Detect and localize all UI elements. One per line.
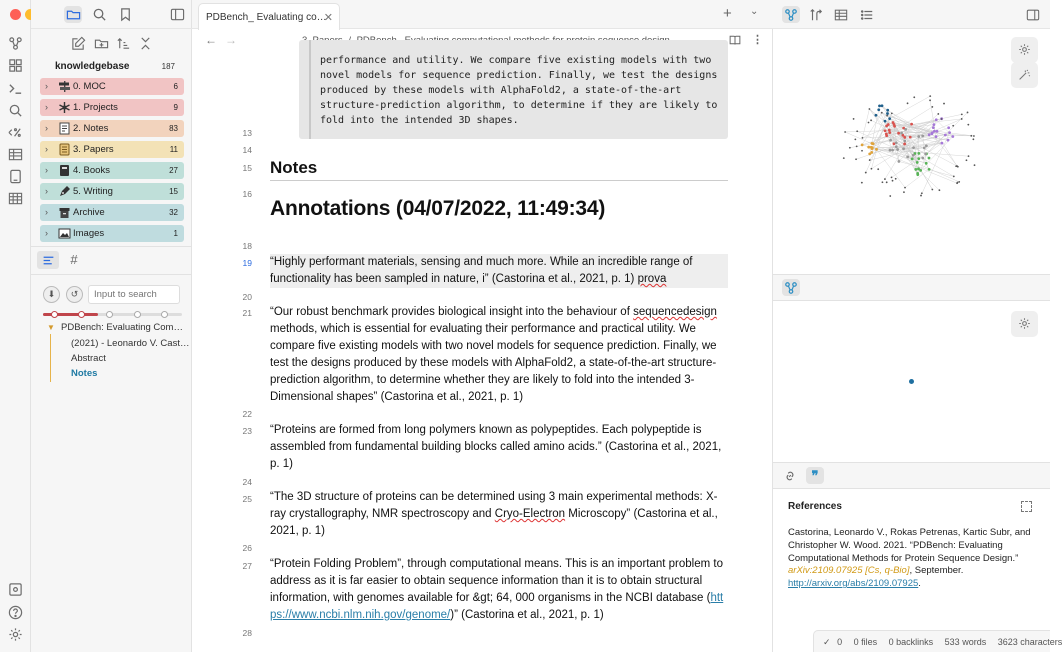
graph-node[interactable] (885, 124, 888, 127)
scroll-icon (58, 143, 71, 156)
graph-node[interactable] (921, 192, 923, 194)
signpost-icon (58, 80, 71, 93)
graph-node[interactable] (861, 143, 864, 146)
heading-annotations[interactable]: Annotations (04/07/2022, 11:49:34) (270, 197, 606, 220)
chevron-right-icon: › (45, 123, 48, 133)
spreadsheet-icon[interactable] (8, 191, 23, 206)
graph-node[interactable] (914, 168, 917, 171)
graph-node[interactable] (923, 146, 926, 149)
graph-node[interactable] (861, 150, 863, 152)
graph-node[interactable] (936, 130, 939, 133)
bookmark-icon[interactable] (116, 6, 134, 23)
graph-node[interactable] (961, 113, 963, 115)
close-window-button[interactable] (10, 9, 21, 20)
close-tab-icon[interactable]: ✕ (323, 12, 333, 24)
graph-node[interactable] (903, 143, 906, 146)
line-number: 14 (242, 145, 252, 155)
graph-node[interactable] (935, 118, 938, 121)
graph-node[interactable] (947, 126, 950, 129)
graph-node[interactable] (919, 169, 922, 172)
folder-projects[interactable] (40, 99, 184, 116)
reading-view-book-icon[interactable] (729, 34, 741, 46)
knowledge-graph[interactable] (849, 85, 999, 215)
sync-check-icon[interactable]: ✓ (823, 637, 831, 647)
magic-wand-icon[interactable] (1011, 62, 1038, 88)
graph-node[interactable] (853, 118, 855, 120)
local-graph-settings-gear-icon[interactable] (1011, 311, 1038, 337)
line-number: 24 (242, 477, 252, 487)
graph-node[interactable] (961, 118, 963, 120)
new-note-icon[interactable] (69, 35, 87, 52)
more-options-icon[interactable]: ⋮ (752, 34, 763, 46)
graph-node[interactable] (891, 112, 893, 114)
references-header (773, 462, 1050, 489)
graph-node[interactable] (886, 181, 888, 183)
line-number: 15 (242, 163, 252, 173)
graph-node[interactable] (917, 152, 920, 155)
graph-node[interactable] (929, 95, 931, 97)
graph-node[interactable] (943, 103, 945, 105)
graph-node[interactable] (925, 145, 928, 148)
sort-icon[interactable] (114, 35, 132, 52)
slider-stop[interactable] (134, 311, 141, 318)
graph-node[interactable] (911, 158, 914, 161)
paragraph-line-25[interactable] (270, 489, 728, 540)
graph-node[interactable] (968, 155, 970, 157)
file-explorer-sidebar (31, 0, 192, 652)
status-words: 533 words (944, 637, 987, 647)
image-icon (58, 227, 71, 240)
graph-node[interactable] (875, 148, 878, 151)
outline-tab-icon[interactable] (37, 251, 59, 269)
graph-view-icon[interactable] (8, 36, 23, 51)
line-number: 25 (242, 494, 252, 504)
search-icon[interactable] (90, 6, 108, 23)
graph-node[interactable] (892, 121, 895, 124)
chevron-right-icon: › (45, 228, 48, 238)
reference-text: , September. (909, 565, 964, 577)
graph-node[interactable] (865, 172, 867, 174)
reference-text: . (918, 578, 921, 590)
paragraph-line-23[interactable]: “Proteins are formed from long polymers known as polypeptides. Each polypeptide is assembled from fundamental building blocks called amino acids.” (Castorina et al., 2021, p. 1) (270, 424, 722, 470)
graph-node[interactable] (881, 104, 884, 107)
graph-node[interactable] (966, 159, 968, 161)
graph-node[interactable] (888, 117, 891, 120)
graph-node[interactable] (888, 129, 891, 132)
graph-node[interactable] (957, 182, 959, 184)
status-backlinks[interactable]: 0 backlinks (888, 637, 934, 647)
graph-node[interactable] (861, 182, 863, 184)
divider (31, 274, 192, 275)
graph-node[interactable] (895, 178, 897, 180)
chevron-right-icon: › (45, 207, 48, 217)
chevron-right-icon: › (45, 144, 48, 154)
line-number: 23 (242, 426, 252, 436)
table-icon[interactable] (832, 6, 850, 23)
line-number-current: 19 (242, 258, 252, 268)
graph-node[interactable] (869, 108, 871, 110)
status-characters: 3623 characters (997, 637, 1062, 647)
line-number: 13 (242, 128, 252, 138)
graph-node[interactable] (906, 156, 909, 159)
folder-label: 2. Notes (73, 123, 109, 134)
graph-settings-gear-icon[interactable] (1011, 37, 1038, 63)
graph-node[interactable] (974, 164, 976, 166)
forward-arrow-icon[interactable]: → (225, 33, 237, 47)
heading-level-slider[interactable] (43, 313, 182, 316)
outline-item[interactable]: (2021) - Leonardo V. Cast… (71, 338, 190, 349)
graph-node[interactable] (877, 168, 879, 170)
graph-node[interactable] (870, 151, 873, 154)
graph-node[interactable] (928, 157, 931, 160)
line-number: 20 (242, 292, 252, 302)
graph-node[interactable] (878, 105, 881, 108)
graph-node[interactable] (903, 136, 906, 139)
annotation-text: Microscopy” (Castorina et al., 2021, p. 1) (270, 508, 718, 537)
tab-active-note[interactable] (198, 3, 340, 30)
graph-node[interactable] (909, 136, 912, 139)
graph-node[interactable] (937, 113, 939, 115)
graph-node[interactable] (935, 135, 938, 138)
graph-node[interactable] (958, 181, 960, 183)
vault-switcher-icon[interactable] (8, 582, 23, 597)
graph-node[interactable] (867, 146, 870, 149)
history-icon[interactable]: ↺ (66, 286, 83, 303)
folder-label: 5. Writing (73, 186, 113, 197)
graph-node[interactable] (886, 112, 889, 115)
line-number: 28 (242, 628, 252, 638)
graph-node[interactable] (967, 112, 969, 114)
slider-handle[interactable] (106, 311, 113, 318)
paragraph-line-21[interactable] (270, 304, 728, 406)
blockquote-bar (309, 40, 311, 139)
folder-label: 3. Papers (73, 144, 114, 155)
tags-hash-icon[interactable]: # (70, 252, 78, 267)
graph-node[interactable] (913, 96, 915, 98)
folder-moc[interactable] (40, 78, 184, 95)
percent-icon[interactable] (8, 125, 23, 140)
outline-item-active[interactable]: Notes (71, 368, 98, 379)
book-icon (58, 164, 71, 177)
citations-quote-icon[interactable]: ❞ (806, 467, 824, 484)
graph-node[interactable] (951, 135, 954, 138)
folder-count: 9 (173, 103, 178, 112)
misspelled-word: Cryo-Electron (494, 508, 566, 520)
folder-count: 15 (169, 187, 178, 196)
folder-label: 1. Projects (73, 102, 118, 113)
outline-item[interactable]: PDBench: Evaluating Com… (61, 322, 183, 333)
graph-node[interactable] (904, 187, 906, 189)
tab-bar (192, 0, 773, 29)
annotation-text: )” (Castorina et al., 2021, p. 1) (450, 609, 604, 621)
graph-node[interactable] (928, 133, 931, 136)
vault-name[interactable]: knowledgebase (55, 61, 130, 72)
sidebar-toggle-icon[interactable] (168, 6, 186, 23)
graph-node[interactable] (868, 122, 870, 124)
graph-node[interactable] (886, 115, 888, 117)
graph-node[interactable] (931, 131, 934, 134)
graph-node[interactable] (855, 158, 857, 160)
new-folder-icon[interactable] (92, 35, 110, 52)
graph-node[interactable] (924, 152, 927, 155)
graph-node[interactable] (856, 145, 858, 147)
chevron-right-icon: › (45, 186, 48, 196)
graph-node[interactable] (952, 125, 954, 127)
link-icon[interactable] (781, 467, 799, 484)
local-graph-node[interactable] (909, 379, 914, 384)
heading-notes[interactable]: Notes (270, 158, 728, 181)
graph-node[interactable] (856, 130, 858, 132)
folder-label: 0. MOC (73, 81, 106, 92)
line-number: 27 (242, 561, 252, 571)
settings-gear-icon[interactable] (8, 627, 23, 642)
graph-node[interactable] (900, 132, 903, 135)
graph-node[interactable] (920, 195, 922, 197)
graph-node[interactable] (931, 106, 933, 108)
graph-node[interactable] (895, 141, 898, 144)
editor-pane (192, 0, 773, 652)
code-block (299, 40, 728, 139)
folder-label: Archive (73, 207, 105, 218)
graph-node[interactable] (912, 146, 915, 149)
graph-node[interactable] (892, 180, 894, 182)
slider-stop[interactable] (161, 311, 168, 318)
archive-icon (58, 206, 71, 219)
graph-node[interactable] (932, 126, 935, 129)
graph-node[interactable] (897, 132, 900, 135)
annotation-text: methods, which is essential for evaluating their performance and practical utility. We compare five existing models with two novel models for sequence prediction. Finally, we test the designs produced by these models with AlphaFold2, a state-of-the-art structure-prediction algorithm, to determine whether they are likely to fold into the intended 3-Dimensional shapes” (Castorina et al., 2021, p. 1) (270, 323, 717, 403)
graph-node[interactable] (904, 128, 907, 131)
graph-node[interactable] (854, 138, 856, 140)
graph-node[interactable] (944, 134, 947, 137)
graph-node[interactable] (881, 112, 883, 114)
search-icon[interactable] (8, 103, 23, 118)
graph-node[interactable] (888, 131, 891, 134)
outline-collapse-icon[interactable]: ▼ (47, 323, 55, 332)
graph-node[interactable] (902, 147, 905, 150)
annotation-text: “Our robust benchmark provides biological insight into the behaviour of (270, 306, 634, 318)
outline-item[interactable]: Abstract (71, 353, 106, 364)
right-top-bar (773, 0, 1050, 29)
graph-node[interactable] (921, 134, 924, 137)
list-icon[interactable] (858, 6, 876, 23)
status-count: 0 (837, 637, 843, 647)
misspelled-word: prova (637, 273, 667, 285)
folder-archive[interactable] (40, 204, 184, 221)
graph-node[interactable] (973, 135, 975, 137)
code-text: performance and utility. We compare five existing models with two novel models for sequence prediction. Finally, we test the designs produced by these models with AlphaFold2, a state-of-the-art structure-prediction algorithm, to determine if they are likely to fold into the intended 3D shapes. (320, 55, 718, 126)
graph-node[interactable] (941, 118, 943, 120)
graph-node[interactable] (897, 160, 900, 163)
tablet-icon[interactable] (8, 169, 23, 184)
reference-arxiv: arXiv:2109.07925 [Cs, q-Bio] (788, 565, 910, 577)
graph-node[interactable] (912, 154, 915, 157)
graph-node[interactable] (910, 123, 913, 126)
sidebar-top-bar (31, 0, 192, 29)
paragraph-line-19[interactable] (270, 254, 728, 288)
graph-edge (862, 109, 869, 138)
graph-node[interactable] (953, 176, 955, 178)
graph-node[interactable] (928, 168, 931, 171)
chevron-right-icon: › (45, 102, 48, 112)
snowflake-icon (58, 101, 71, 114)
line-number: 18 (242, 241, 252, 251)
slider-stop[interactable] (78, 311, 85, 318)
graph-node[interactable] (939, 189, 941, 191)
folder-books[interactable] (40, 162, 184, 179)
graph-node[interactable] (884, 129, 887, 132)
graph-node[interactable] (907, 102, 909, 104)
graph-node[interactable] (941, 142, 944, 145)
divider (31, 246, 192, 247)
graph-node[interactable] (896, 148, 899, 151)
left-ribbon (0, 0, 31, 652)
status-bar (813, 630, 1062, 652)
graph-node[interactable] (903, 139, 906, 142)
graph-node[interactable] (886, 109, 889, 112)
canvas-icon[interactable] (8, 58, 23, 73)
line-number: 22 (242, 409, 252, 419)
graph-node[interactable] (916, 173, 919, 176)
paragraph-line-27[interactable] (270, 556, 728, 624)
folder-count: 1 (173, 229, 178, 238)
folder-count: 27 (169, 166, 178, 175)
folder-writing[interactable] (40, 183, 184, 200)
folder-notes[interactable] (40, 120, 184, 137)
graph-node[interactable] (916, 161, 919, 164)
slider-stop[interactable] (51, 311, 58, 318)
graph-node[interactable] (889, 195, 891, 197)
graph-node[interactable] (925, 162, 928, 165)
folder-label: Images (73, 228, 105, 239)
collapse-all-icon[interactable] (136, 35, 154, 52)
folder-papers[interactable] (40, 141, 184, 158)
graph-node[interactable] (889, 139, 892, 142)
reference-text: Castorina, Leonardo V., Rokas Petrenas, Kartic Subr, and Christopher W. Wood. 2021. “PDBench: Evaluating Computational Methods for Protein Sequence Design.” (788, 527, 1031, 564)
graph-node[interactable] (891, 149, 894, 152)
ncbi-link[interactable]: https://www.ncbi.nlm.nih.gov/genome/ (270, 592, 724, 621)
graph-node[interactable] (844, 131, 846, 133)
graph-node[interactable] (917, 135, 920, 138)
copy-select-icon[interactable] (1021, 501, 1032, 512)
tab-title: PDBench_ Evaluating co… (206, 12, 327, 23)
folder-count: 11 (169, 145, 178, 154)
local-graph-icon[interactable] (782, 279, 800, 296)
graph-node[interactable] (849, 147, 851, 149)
graph-node[interactable] (877, 108, 880, 111)
graph-node[interactable] (895, 145, 898, 148)
graph-node[interactable] (884, 178, 886, 180)
outline-tabs (31, 248, 192, 274)
graph-edge (937, 131, 974, 136)
graph-node[interactable] (970, 135, 972, 137)
reference-link[interactable]: http://arxiv.org/abs/2109.07925 (788, 578, 919, 590)
annotation-text: “Highly performant materials, sensing and much more. While an incredible range of functionality has been sampled in nature, i” (Castorina et al., 2021, p. 1) (270, 256, 693, 285)
graph-node[interactable] (929, 99, 931, 101)
files-folder-icon[interactable] (64, 6, 82, 23)
new-tab-icon[interactable]: + (723, 5, 732, 22)
line-number: 16 (242, 189, 252, 199)
graph-node[interactable] (931, 189, 933, 191)
back-arrow-icon[interactable]: ← (205, 33, 217, 47)
chevron-right-icon: › (45, 81, 48, 91)
help-icon[interactable] (8, 605, 23, 620)
graph-node[interactable] (967, 124, 969, 126)
vault-count: 187 (161, 62, 175, 71)
graph-node[interactable] (903, 191, 905, 193)
local-graph-header (773, 274, 1050, 301)
references-title: References (788, 501, 842, 512)
terminal-icon[interactable] (8, 81, 23, 96)
folder-count: 83 (169, 124, 178, 133)
annotation-text: “Protein Folding Problem”, through computational means. This is an important problem to address as it is far easier to obtain sequence information than it is to obtain structural information, with genomes available for &gt; 64, 000 organisms in the NCBI database ( (270, 558, 723, 604)
folder-count: 6 (173, 82, 178, 91)
graph-node[interactable] (870, 119, 872, 121)
memo-icon (58, 122, 71, 135)
tab-list-chevron-icon[interactable]: ⌄ (750, 6, 759, 17)
graph-node[interactable] (957, 166, 959, 168)
graph-node[interactable] (948, 131, 951, 134)
graph-node[interactable] (875, 114, 878, 117)
right-sidebar (773, 0, 1062, 652)
graph-node[interactable] (884, 120, 887, 123)
graph-node[interactable] (885, 134, 888, 137)
reference-entry (788, 527, 1041, 591)
outline-guide-line (50, 334, 51, 382)
chevron-right-icon: › (45, 165, 48, 175)
misspelled-word: sequencedesign (633, 306, 717, 318)
graph-view-icon[interactable] (782, 6, 800, 23)
graph-node[interactable] (862, 137, 864, 139)
line-number: 21 (242, 308, 252, 318)
folder-images[interactable] (40, 225, 184, 242)
table-icon[interactable] (8, 147, 23, 162)
graph-node[interactable] (972, 138, 974, 140)
graph-node[interactable] (921, 157, 924, 160)
graph-node[interactable] (882, 181, 884, 183)
graph-node[interactable] (871, 168, 873, 170)
status-files: 0 files (853, 637, 878, 647)
graph-node[interactable] (869, 159, 871, 161)
graph-node[interactable] (891, 176, 893, 178)
fountain-pen-icon (58, 185, 71, 198)
line-number: 26 (242, 543, 252, 553)
graph-node[interactable] (889, 149, 892, 152)
graph-node[interactable] (871, 142, 874, 145)
download-icon[interactable]: ⬇ (43, 286, 60, 303)
graph-node[interactable] (933, 123, 936, 126)
sidebar-toggle-icon[interactable] (1024, 6, 1042, 23)
graph-node[interactable] (955, 165, 957, 167)
graph-node[interactable] (917, 157, 920, 160)
annotation-text: “The 3D structure of proteins can be determined using 3 main experimental methods: X-ray crystallography, NMR spectroscopy and (270, 491, 718, 520)
outgoing-links-icon[interactable] (807, 6, 825, 23)
graph-node[interactable] (947, 139, 950, 142)
graph-node[interactable] (843, 157, 845, 159)
graph-node[interactable] (870, 146, 873, 149)
folder-count: 32 (169, 208, 178, 217)
folder-label: 4. Books (73, 165, 110, 176)
outline-search-input[interactable] (88, 285, 180, 304)
